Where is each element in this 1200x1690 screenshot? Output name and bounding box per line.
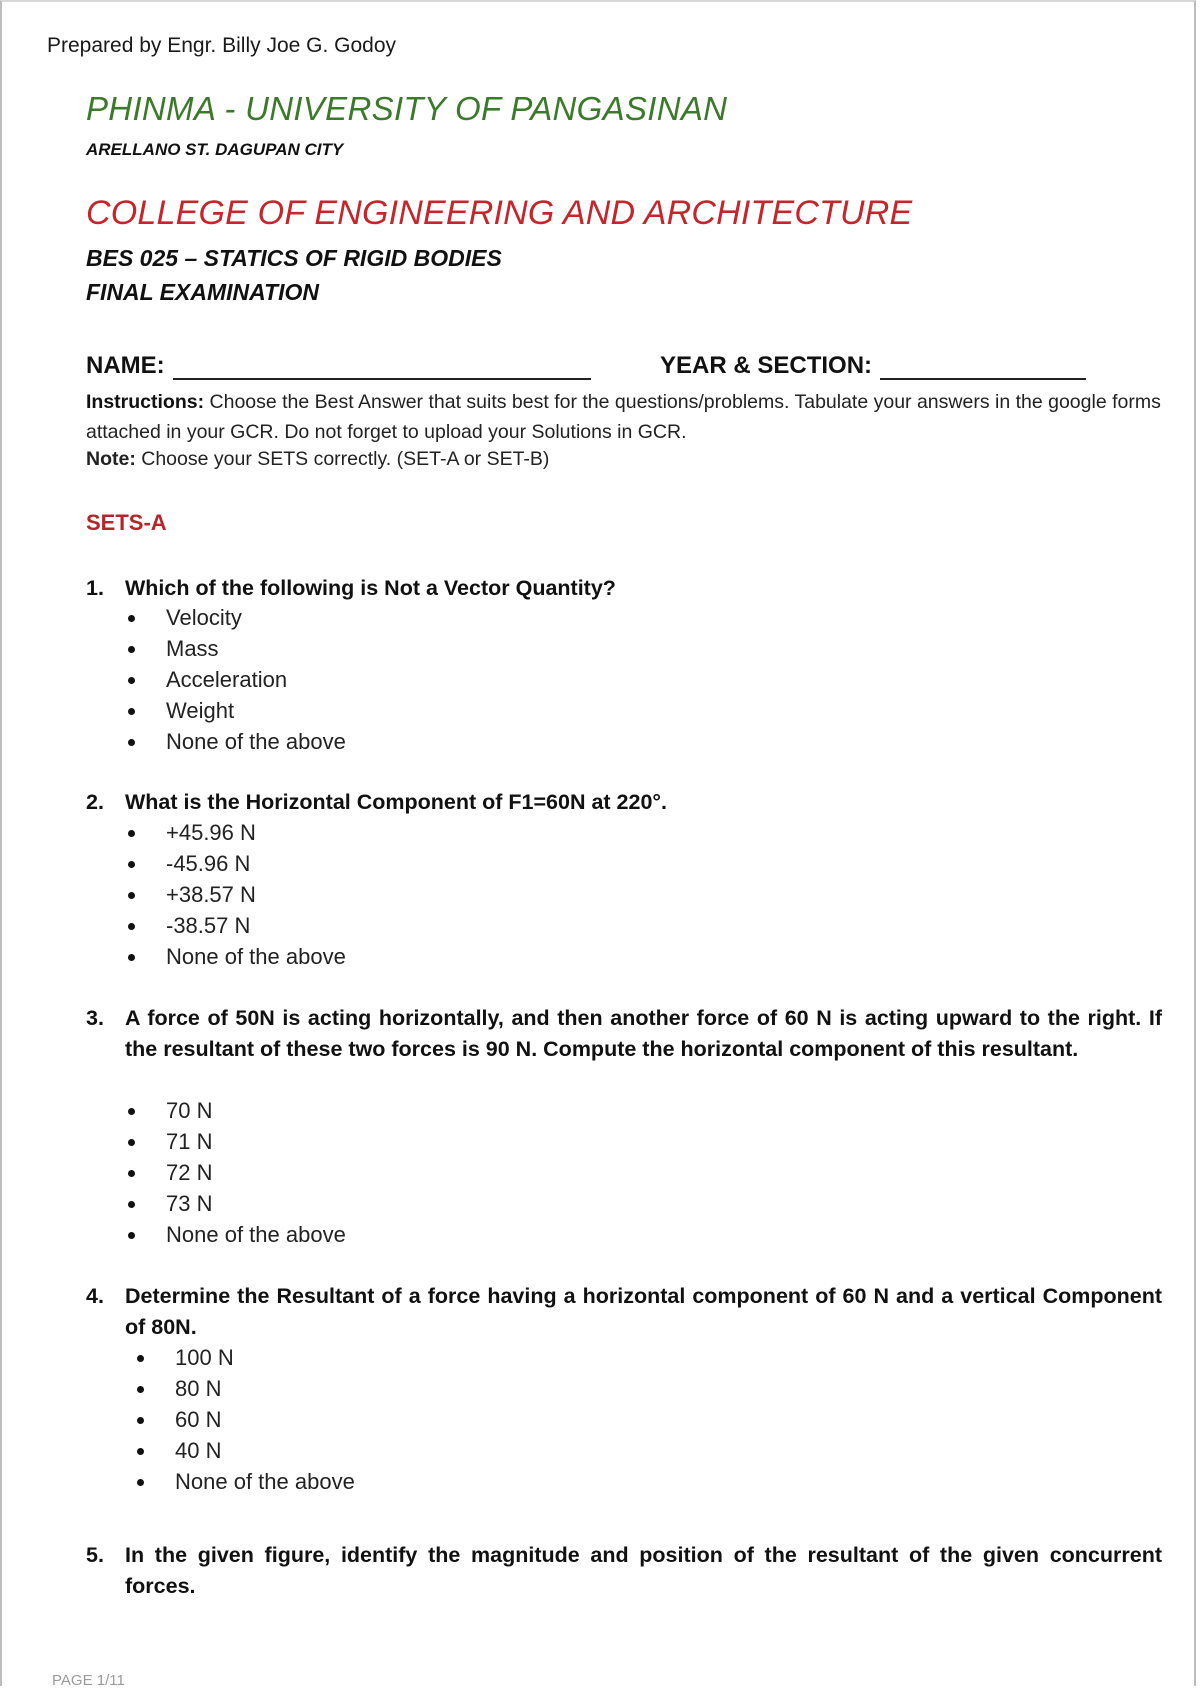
instructions-label: Instructions: bbox=[86, 391, 205, 413]
option: Acceleration bbox=[128, 664, 346, 695]
prepared-by: Prepared by Engr. Billy Joe G. Godoy bbox=[47, 34, 397, 57]
option: None of the above bbox=[128, 726, 346, 757]
college-name: COLLEGE OF ENGINEERING AND ARCHITECTURE bbox=[86, 194, 913, 232]
option: 72 N bbox=[128, 1157, 346, 1188]
year-section-blank[interactable] bbox=[880, 354, 1086, 380]
question-text: Which of the following is Not a Vector Quantity? bbox=[125, 576, 616, 600]
exam-title: FINAL EXAMINATION bbox=[86, 279, 319, 305]
question-5 bbox=[86, 1540, 1162, 1602]
option: -38.57 N bbox=[128, 910, 346, 941]
year-section-field bbox=[660, 352, 1086, 380]
question-4 bbox=[86, 1281, 1162, 1343]
option: 40 N bbox=[137, 1435, 355, 1466]
question-text: A force of 50N is acting horizontally, and then another force of 60 N is acting upward to the right. If the resultant of these two forces is 90 N. Compute the horizontal component of this resultant. bbox=[125, 1006, 1162, 1061]
option: None of the above bbox=[137, 1466, 355, 1497]
set-label: SETS-A bbox=[86, 510, 167, 535]
option: 73 N bbox=[128, 1188, 346, 1219]
note-label: Note: bbox=[86, 448, 136, 470]
option: -45.96 N bbox=[128, 848, 346, 879]
option: 71 N bbox=[128, 1126, 346, 1157]
option: 100 N bbox=[137, 1342, 355, 1373]
question-number: 3. bbox=[86, 1006, 104, 1030]
question-4-options bbox=[137, 1342, 355, 1497]
name-field bbox=[86, 352, 591, 380]
option: +45.96 N bbox=[128, 817, 346, 848]
question-text: Determine the Resultant of a force having a horizontal component of 60 N and a vertical Component of 80N. bbox=[125, 1284, 1162, 1339]
note-text: Choose your SETS correctly. (SET-A or SET-B) bbox=[135, 448, 550, 470]
question-number: 2. bbox=[86, 790, 104, 814]
question-3-options bbox=[128, 1095, 346, 1250]
question-text: In the given figure, identify the magnitude and position of the resultant of the given concurrent forces. bbox=[125, 1543, 1162, 1598]
question-text: What is the Horizontal Component of F1=60N at 220°. bbox=[125, 790, 667, 814]
question-number: 4. bbox=[86, 1284, 104, 1308]
option: Weight bbox=[128, 695, 346, 726]
option: 60 N bbox=[137, 1404, 355, 1435]
note bbox=[86, 448, 549, 471]
option: 70 N bbox=[128, 1095, 346, 1126]
course-title: BES 025 – STATICS OF RIGID BODIES bbox=[86, 245, 502, 271]
instructions-text: Choose the Best Answer that suits best for the questions/problems. Tabulate your answers in the google forms attached in your GCR. Do not forget to upload your Solutions in GCR. bbox=[86, 391, 1161, 443]
university-name: PHINMA - UNIVERSITY OF PANGASINAN bbox=[86, 90, 728, 127]
university-address: ARELLANO ST. DAGUPAN CITY bbox=[86, 140, 344, 159]
question-3 bbox=[86, 1003, 1162, 1065]
option: 80 N bbox=[137, 1373, 355, 1404]
name-label: NAME: bbox=[86, 352, 165, 379]
option: Velocity bbox=[128, 602, 346, 633]
question-number: 1. bbox=[86, 576, 104, 600]
question-2-options bbox=[128, 817, 346, 972]
option: None of the above bbox=[128, 941, 346, 972]
year-section-label: YEAR & SECTION: bbox=[660, 352, 873, 379]
question-1-options bbox=[128, 602, 346, 757]
instructions bbox=[86, 387, 1162, 447]
question-number: 5. bbox=[86, 1543, 104, 1567]
option: None of the above bbox=[128, 1219, 346, 1250]
name-blank[interactable] bbox=[173, 354, 591, 380]
question-2 bbox=[86, 787, 1162, 818]
option: +38.57 N bbox=[128, 879, 346, 910]
question-1 bbox=[86, 573, 1162, 604]
page-number: PAGE 1/11 bbox=[52, 1672, 125, 1689]
option: Mass bbox=[128, 633, 346, 664]
